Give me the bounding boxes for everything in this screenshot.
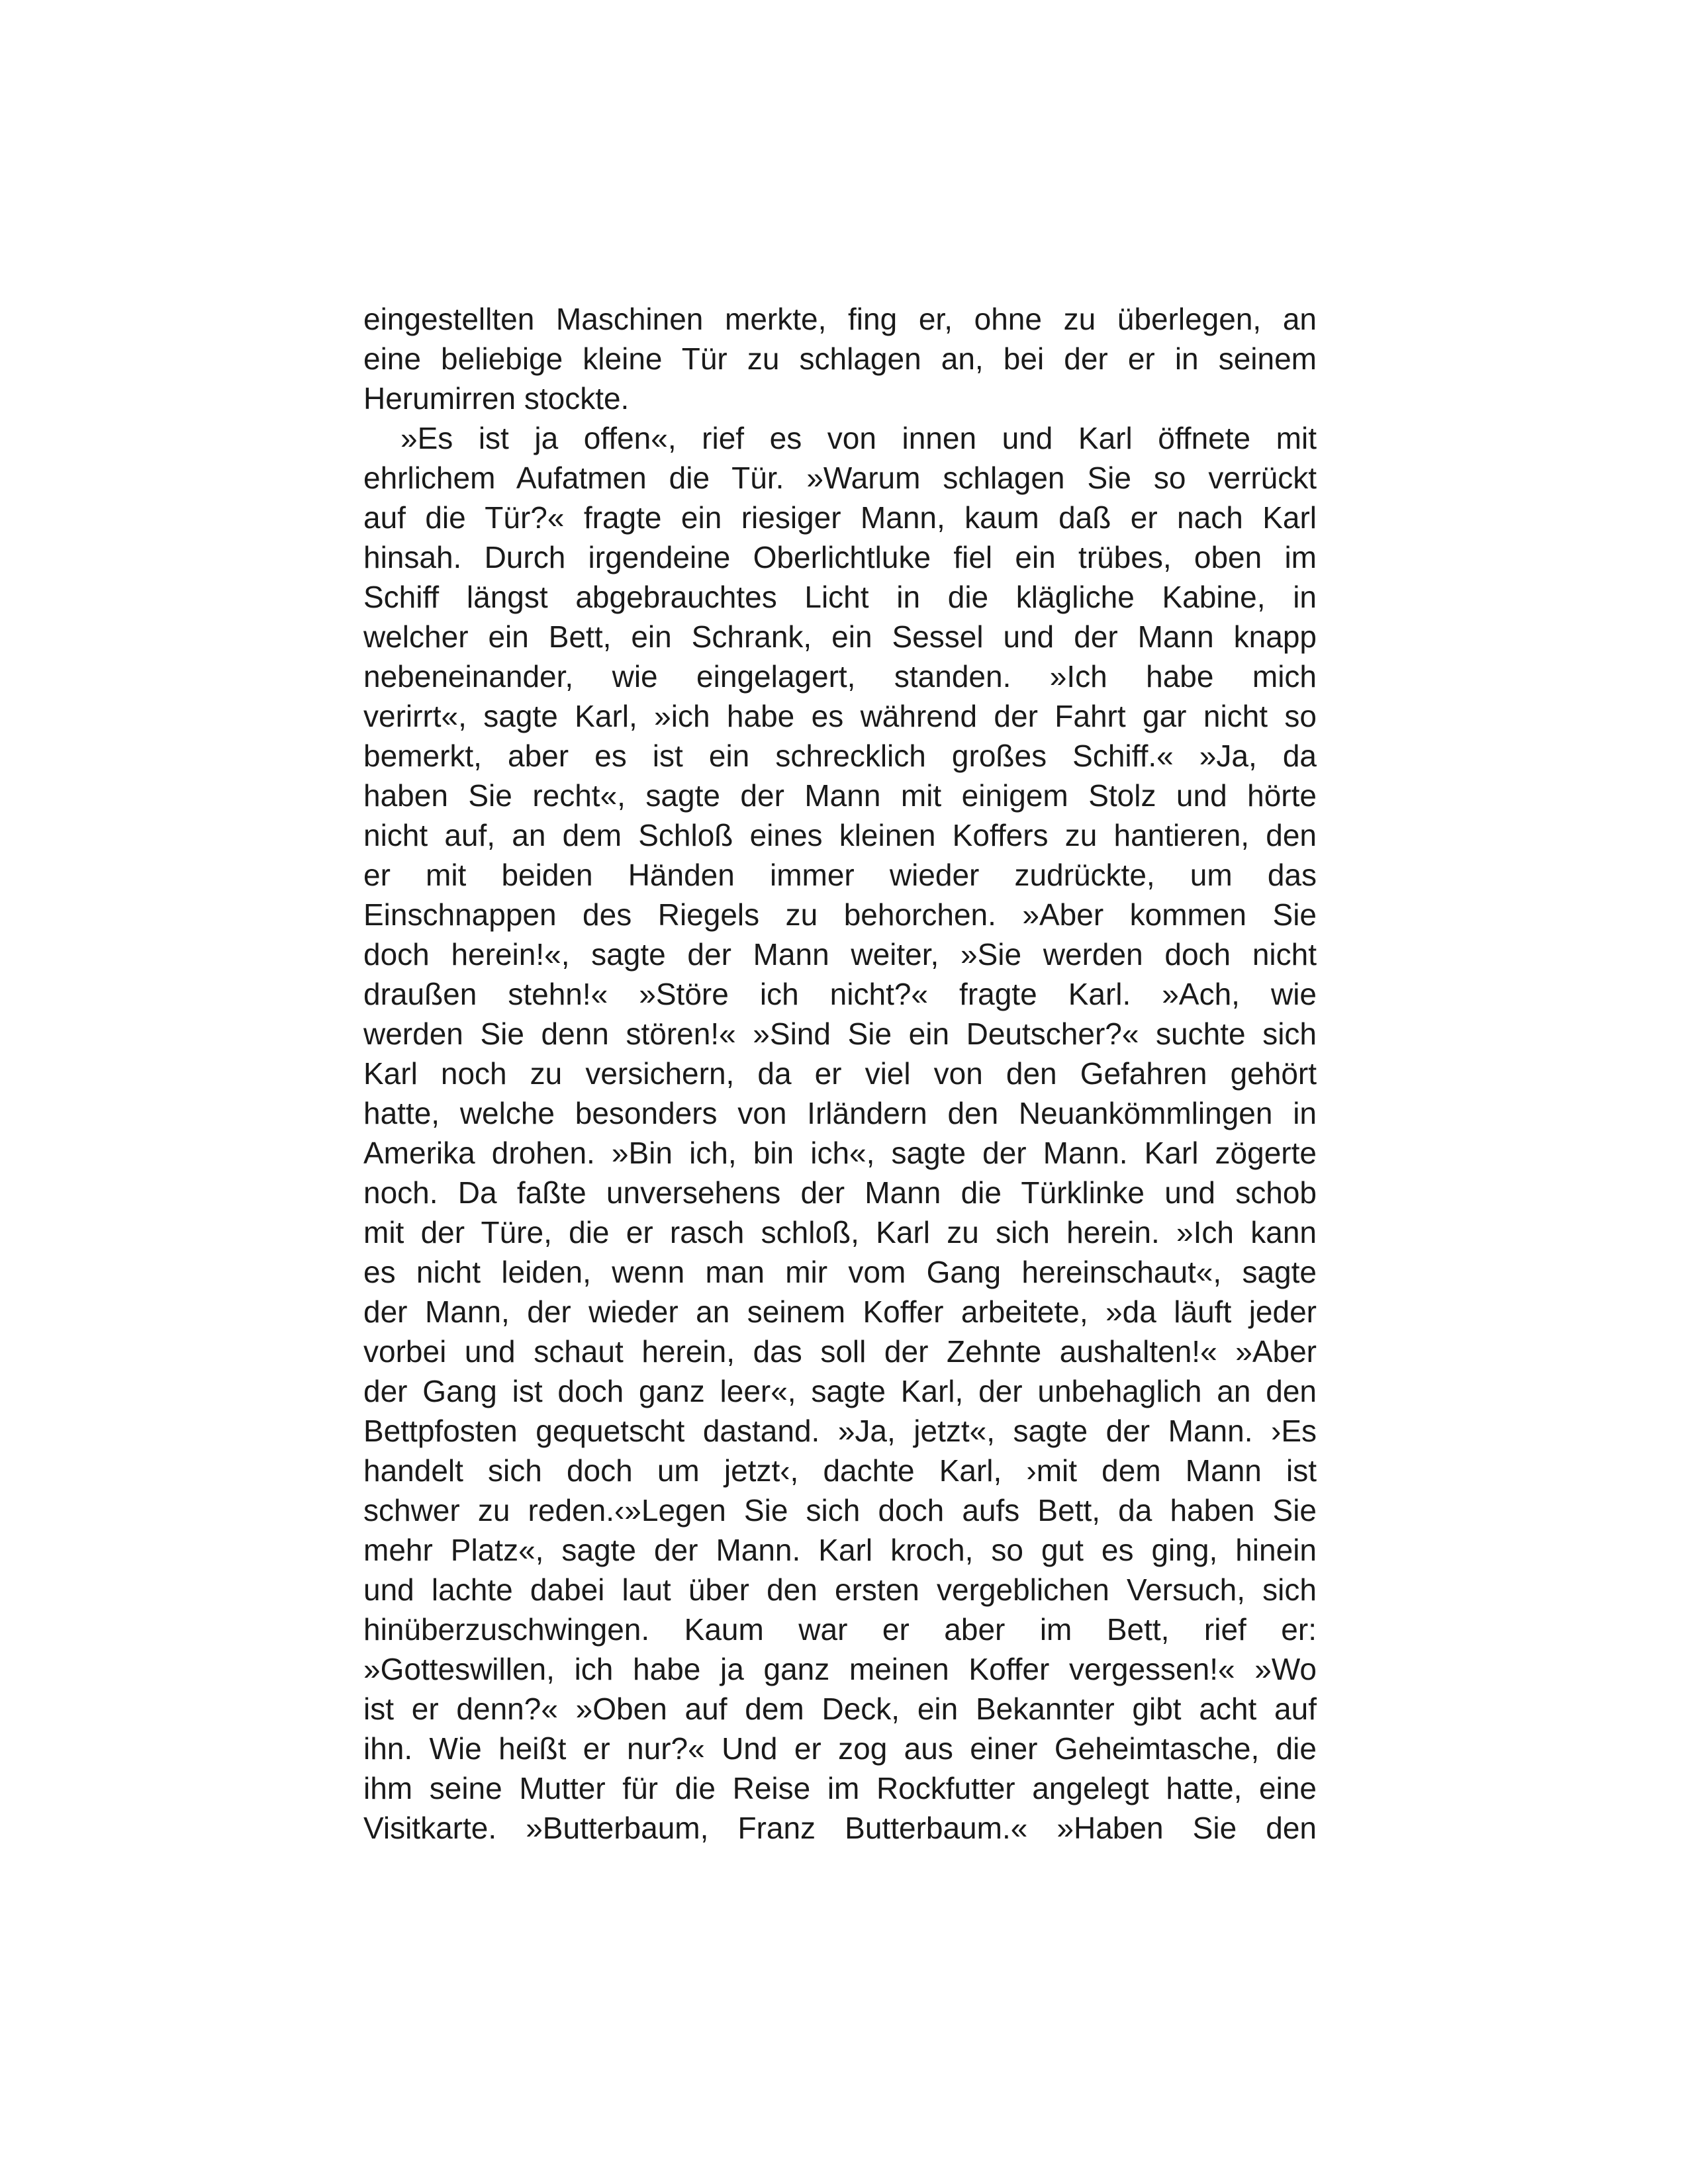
text-line: Einschnappen des Riegels zu behorchen. »Aber kommen Sie xyxy=(363,897,1317,932)
text-line: »Es ist ja offen«, rief es von innen und Karl öffnete mit xyxy=(400,421,1317,455)
text-line: mit der Türe, die er rasch schloß, Karl zu sich herein. »Ich kann xyxy=(363,1215,1317,1250)
text-line: Bettpfosten gequetscht dastand. »Ja, jetzt«, sagte der Mann. ›Es xyxy=(363,1414,1317,1448)
text-line: er mit beiden Händen immer wieder zudrückte, um das xyxy=(363,858,1317,892)
text-line: Schiff längst abgebrauchtes Licht in die klägliche Kabine, in xyxy=(363,580,1317,614)
text-line: der Gang ist doch ganz leer«, sagte Karl, der unbehaglich an den xyxy=(363,1374,1317,1408)
text-line: noch. Da faßte unversehens der Mann die Türklinke und schob xyxy=(363,1175,1317,1210)
text-line: welcher ein Bett, ein Schrank, ein Sessel und der Mann knapp xyxy=(363,619,1317,654)
text-line: verirrt«, sagte Karl, »ich habe es während der Fahrt gar nicht so xyxy=(363,699,1317,733)
text-line: haben Sie recht«, sagte der Mann mit einigem Stolz und hörte xyxy=(363,778,1317,813)
text-line: Amerika drohen. »Bin ich, bin ich«, sagte der Mann. Karl zögerte xyxy=(363,1136,1317,1170)
text-line: schwer zu reden.‹»Legen Sie sich doch aufs Bett, da haben Sie xyxy=(363,1493,1317,1527)
text-line: doch herein!«, sagte der Mann weiter, »Sie werden doch nicht xyxy=(363,937,1317,972)
text-line: es nicht leiden, wenn man mir vom Gang hereinschaut«, sagte xyxy=(363,1255,1317,1289)
text-line: hinüberzuschwingen. Kaum war er aber im Bett, rief er: xyxy=(363,1612,1317,1647)
text-line: Herumirren stockte. xyxy=(363,381,630,416)
text-line: mehr Platz«, sagte der Mann. Karl kroch, so gut es ging, hinein xyxy=(363,1533,1317,1567)
text-line: auf die Tür?« fragte ein riesiger Mann, kaum daß er nach Karl xyxy=(363,500,1317,535)
text-line: nebeneinander, wie eingelagert, standen. »Ich habe mich xyxy=(363,659,1317,694)
text-line: Visitkarte. »Butterbaum, Franz Butterbaum.« »Haben Sie den xyxy=(363,1811,1317,1845)
text-line: ihn. Wie heißt er nur?« Und er zog aus einer Geheimtasche, die xyxy=(363,1731,1317,1766)
text-line: ihm seine Mutter für die Reise im Rockfutter angelegt hatte, eine xyxy=(363,1771,1317,1805)
text-line: hinsah. Durch irgendeine Oberlichtluke fiel ein trübes, oben im xyxy=(363,540,1317,574)
text-line: werden Sie denn stören!« »Sind Sie ein Deutscher?« suchte sich xyxy=(363,1017,1317,1051)
text-line: ehrlichem Aufatmen die Tür. »Warum schlagen Sie so verrückt xyxy=(363,461,1317,495)
text-line: nicht auf, an dem Schloß eines kleinen Koffers zu hantieren, den xyxy=(363,818,1317,852)
text-line: »Gotteswillen, ich habe ja ganz meinen Koffer vergessen!« »Wo xyxy=(363,1652,1317,1686)
text-line: der Mann, der wieder an seinem Koffer arbeitete, »da läuft jeder xyxy=(363,1295,1317,1329)
text-line: und lachte dabei laut über den ersten vergeblichen Versuch, sich xyxy=(363,1572,1317,1607)
text-line: draußen stehn!« »Störe ich nicht?« fragte Karl. »Ach, wie xyxy=(363,977,1317,1011)
text-line: bemerkt, aber es ist ein schrecklich großes Schiff.« »Ja, da xyxy=(363,739,1317,773)
text-line: hatte, welche besonders von Irländern den Neuankömmlingen in xyxy=(363,1096,1317,1130)
text-line: vorbei und schaut herein, das soll der Zehnte aushalten!« »Aber xyxy=(363,1334,1317,1369)
text-line: eine beliebige kleine Tür zu schlagen an, bei der er in seinem xyxy=(363,341,1317,376)
text-line: handelt sich doch um jetzt‹, dachte Karl, ›mit dem Mann ist xyxy=(363,1453,1317,1488)
text-line: Karl noch zu versichern, da er viel von den Gefahren gehört xyxy=(363,1056,1317,1091)
body-text xyxy=(363,299,1317,1848)
text-line: ist er denn?« »Oben auf dem Deck, ein Bekannter gibt acht auf xyxy=(363,1692,1317,1726)
text-line: eingestellten Maschinen merkte, fing er, ohne zu überlegen, an xyxy=(363,302,1317,336)
